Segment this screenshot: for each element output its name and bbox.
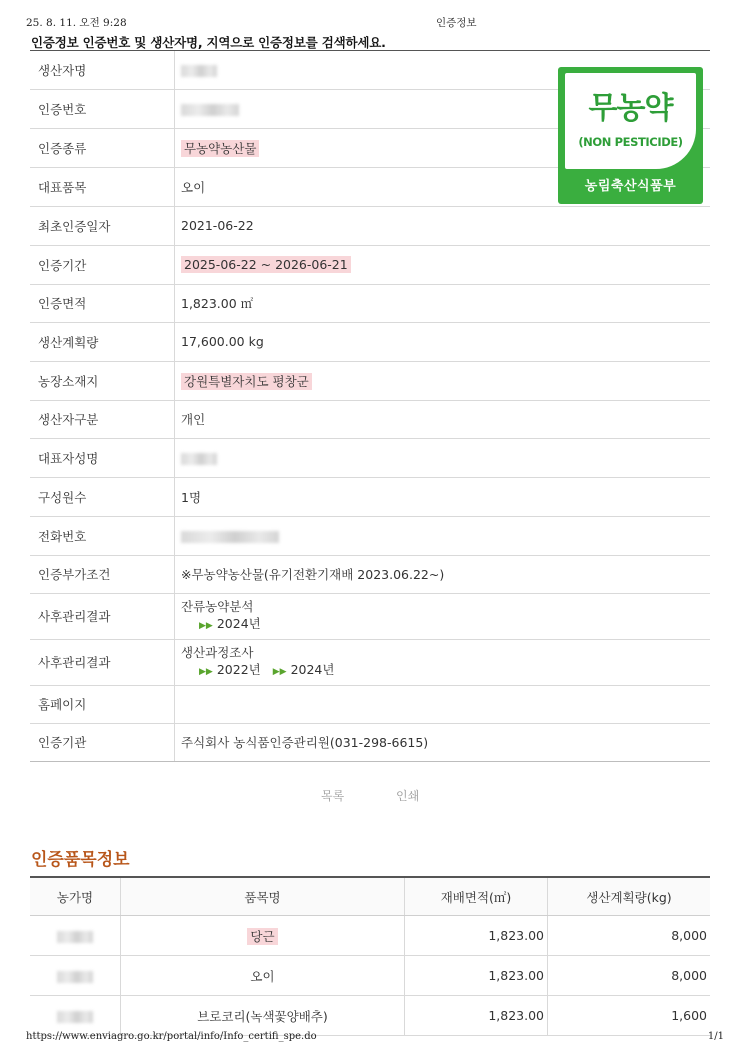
row-followup-process [30, 639, 710, 685]
item-area: 1,823.00 [405, 996, 548, 1036]
label: 인증기관 [30, 723, 175, 761]
label: 생산자구분 [30, 400, 175, 438]
row-extra-condition [30, 555, 710, 593]
row-representative [30, 438, 710, 477]
badge-ministry-text: 농림축산식품부 [584, 179, 677, 194]
redacted-representative [181, 453, 217, 465]
print-header [26, 15, 724, 31]
redacted-phone [181, 531, 279, 543]
table-header-row [30, 877, 710, 916]
print-datetime: 25. 8. 11. 오전 9:28 [26, 17, 127, 29]
col-area: 재배면적(㎡) [405, 877, 548, 916]
label: 농장소재지 [30, 361, 175, 400]
row-planned-output [30, 322, 710, 361]
double-arrow-icon: ▶▶ [272, 666, 287, 677]
non-pesticide-cert-mark [558, 67, 703, 204]
label: 인증면적 [30, 284, 175, 322]
followup-title: 잔류농약분석 [181, 598, 254, 614]
item-output: 8,000 [548, 956, 711, 996]
label: 인증번호 [30, 89, 175, 128]
row-members [30, 477, 710, 516]
main-item-value: 오이 [175, 167, 711, 206]
label: 인증종류 [30, 128, 175, 167]
cert-type-value: 무농약농산물 [181, 140, 259, 157]
print-page-title: 인증정보 [436, 17, 477, 29]
print-button[interactable]: 인쇄 [396, 789, 420, 803]
farm-location-value: 강원특별자치도 평창군 [181, 373, 312, 390]
col-output: 생산계획량(kg) [548, 877, 711, 916]
item-output: 1,600 [548, 996, 711, 1036]
badge-sub-text: (NON PESTICIDE) [578, 135, 683, 149]
row-producer-type [30, 400, 710, 438]
row-homepage [30, 685, 710, 723]
list-button[interactable]: 목록 [321, 789, 345, 803]
table-row [30, 956, 710, 996]
row-agency [30, 723, 710, 761]
label: 대표품목 [30, 167, 175, 206]
redacted-farm-name [57, 931, 93, 943]
label: 전화번호 [30, 516, 175, 555]
page-url: https://www.enviagro.go.kr/portal/info/Info_certifi_spe.do [26, 1031, 317, 1042]
label: 생산자명 [30, 51, 175, 89]
row-first-cert-date [30, 206, 710, 245]
first-cert-date-value: 2021-06-22 [175, 206, 711, 245]
followup-year-link[interactable]: 2022년 [216, 661, 261, 677]
cert-area-value: 1,823.00 ㎡ [175, 284, 711, 322]
redacted-farm-name [57, 1011, 93, 1023]
row-farm-location [30, 361, 710, 400]
item-name: 오이 [121, 956, 405, 996]
double-arrow-icon: ▶▶ [199, 620, 213, 631]
double-arrow-icon: ▶▶ [199, 666, 213, 677]
producer-type-value: 개인 [175, 400, 711, 438]
item-area: 1,823.00 [405, 916, 548, 956]
label: 최초인증일자 [30, 206, 175, 245]
intro-text: 인증정보 인증번호 및 생산자명, 지역으로 인증정보를 검색하세요. [31, 35, 386, 50]
label: 대표자성명 [30, 438, 175, 477]
redacted-cert-no [181, 104, 239, 116]
badge-main-text: 무농약 [588, 91, 673, 126]
row-cert-period [30, 245, 710, 284]
label: 인증부가조건 [30, 555, 175, 593]
followup-year-link[interactable]: 2024년 [290, 661, 335, 677]
redacted-farm-name [57, 971, 93, 983]
planned-output-value: 17,600.00 kg [175, 322, 711, 361]
followup-year-link[interactable]: 2024년 [216, 615, 261, 631]
label: 사후관리결과 [30, 639, 175, 685]
col-item-name: 품목명 [121, 877, 405, 916]
col-farm-name: 농가명 [30, 877, 121, 916]
item-name: 당근 [247, 928, 277, 945]
extra-condition-value: ※무농약농산물(유기전환기재배 2023.06.22~) [175, 555, 711, 593]
label: 홈페이지 [30, 685, 175, 723]
members-value: 1명 [175, 477, 711, 516]
row-phone [30, 516, 710, 555]
row-cert-area [30, 284, 710, 322]
table-row [30, 916, 710, 956]
page-number: 1/1 [707, 1031, 724, 1042]
table-row [30, 996, 710, 1036]
item-area: 1,823.00 [405, 956, 548, 996]
label: 구성원수 [30, 477, 175, 516]
label: 생산계획량 [30, 322, 175, 361]
cert-period-value: 2025-06-22 ~ 2026-06-21 [181, 256, 351, 273]
homepage-value [175, 685, 711, 723]
item-name: 브로코리(녹색꽃양배추) [121, 996, 405, 1036]
item-output: 8,000 [548, 916, 711, 956]
label: 사후관리결과 [30, 593, 175, 639]
cert-items-table [30, 876, 710, 1036]
row-followup-residue [30, 593, 710, 639]
label: 인증기간 [30, 245, 175, 284]
agency-value: 주식회사 농식품인증관리원(031-298-6615) [175, 723, 711, 761]
redacted-producer-name [181, 65, 217, 77]
followup-title: 생산과정조사 [181, 644, 254, 660]
section-title: 인증품목정보 [31, 850, 130, 870]
